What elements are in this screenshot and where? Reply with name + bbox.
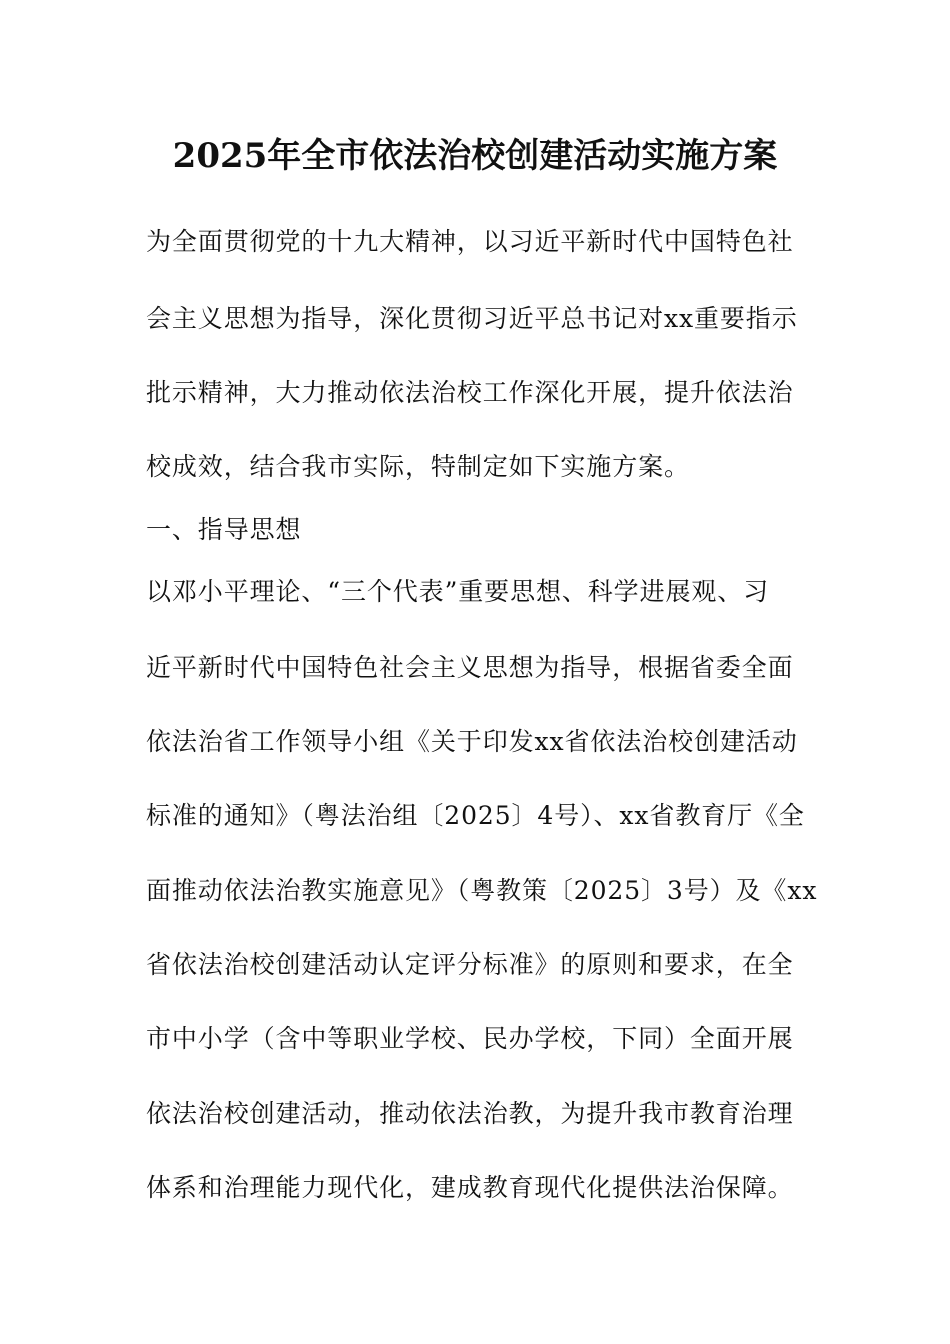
paragraph-line: 体系和治理能力现代化，建成教育现代化提供法治保障。 xyxy=(146,1173,794,1202)
paragraph-line: 依法治省工作领导小组《关于印发xx省依法治校创建活动 xyxy=(146,727,798,756)
paragraph-line: 近平新时代中国特色社会主义思想为指导，根据省委全面 xyxy=(146,653,794,682)
intro-line: 批示精神，大力推动依法治校工作深化开展，提升依法治 xyxy=(146,378,794,407)
paragraph-line: 面推动依法治教实施意见》（粤教策〔2025〕3号）及《xx xyxy=(146,876,818,905)
paragraph-line: 依法治校创建活动，推动依法治教，为提升我市教育治理 xyxy=(146,1099,794,1128)
intro-line: 校成效，结合我市实际，特制定如下实施方案。 xyxy=(146,452,690,481)
paragraph-line: 市中小学（含中等职业学校、民办学校，下同）全面开展 xyxy=(146,1024,794,1053)
paragraph-line: 省依法治校创建活动认定评分标准》的原则和要求，在全 xyxy=(146,950,794,979)
document-title: 2025年全市依法治校创建活动实施方案 xyxy=(172,136,778,176)
intro-line: 为全面贯彻党的十九大精神，以习近平新时代中国特色社 xyxy=(146,227,794,256)
paragraph-line: 标准的通知》（粤法治组〔2025〕4号）、xx省教育厅《全 xyxy=(146,801,805,830)
paragraph-line: 以邓小平理论、“三个代表”重要思想、科学进展观、习 xyxy=(146,577,770,606)
intro-line: 会主义思想为指导，深化贯彻习近平总书记对xx重要指示 xyxy=(146,304,798,333)
section-heading: 一、指导思想 xyxy=(146,515,302,544)
